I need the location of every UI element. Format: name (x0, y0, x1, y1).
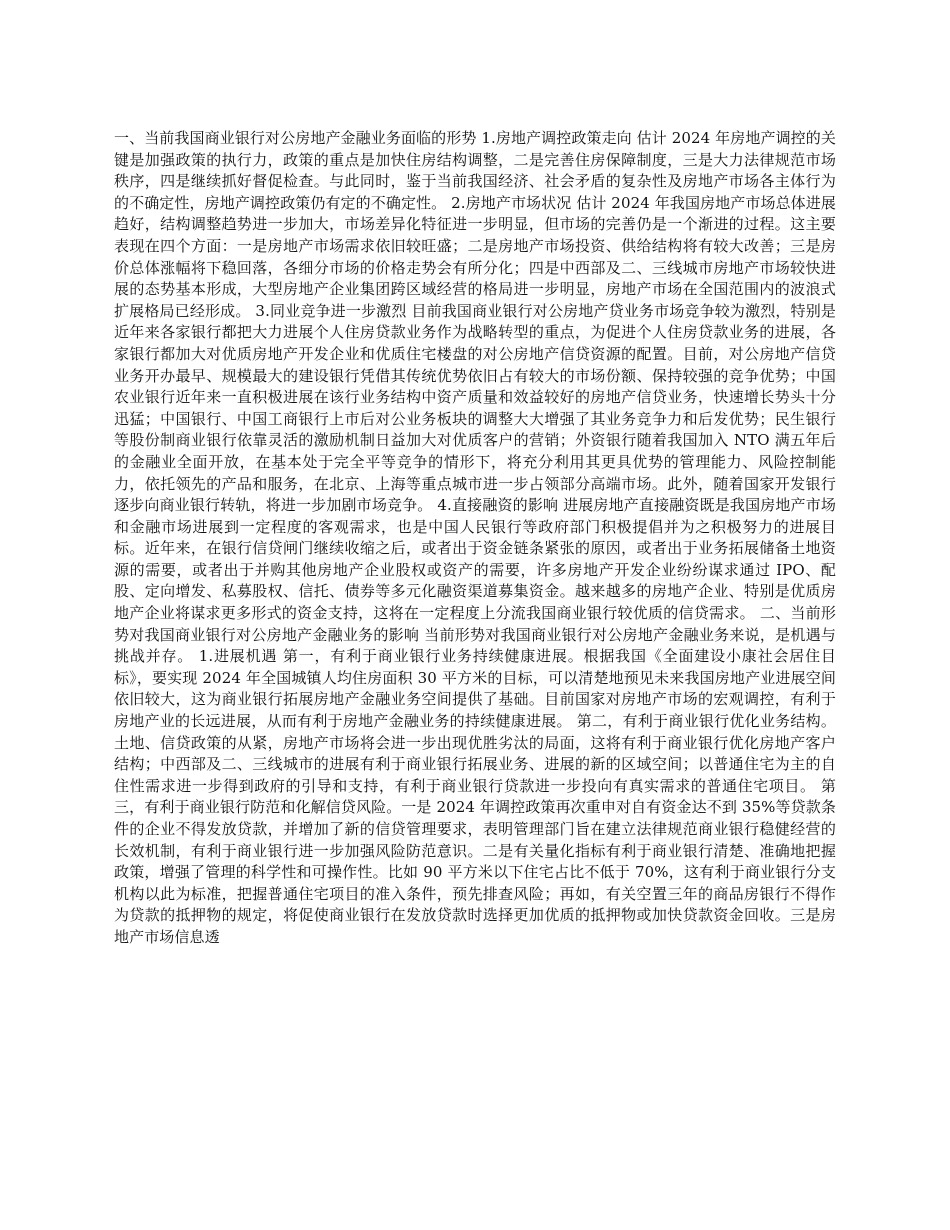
document-page (114, 128, 836, 949)
body-paragraph: 一、当前我国商业银行对公房地产金融业务面临的形势 1.房地产调控政策走向 估计 2024 年房地产调控的关键是加强政策的执行力，政策的重点是加快住房结构调整，二是完善住房保障制度，三是大力法律规范市场秩序，四是继续抓好督促检查。与此同时，鉴于当前我国经济、社会矛盾的复杂性及房地产市场各主体行为的不确定性，房地产调控政策仍有定的不确定性。 2.房地产市场状况 估计 2024 年我国房地产市场总体进展趋好，结构调整趋势进一步加大，市场差异化特征进一步明显，但市场的完善仍是一个渐进的过程。这主要表现在四个方面：一是房地产市场需求依旧较旺盛；二是房地产市场投资、供给结构将有较大改善；三是房价总体涨幅将下稳回落，各细分市场的价格走势会有所分化；四是中西部及二、三线城市房地产市场较快进展的态势基本形成，大型房地产企业集团跨区域经营的格局进一步明显，房地产市场在全国范围内的波浪式扩展格局已经形成。 3.同业竞争进一步激烈 目前我国商业银行对公房地产贷业务市场竞争较为激烈，特别是近年来各家银行都把大力进展个人住房贷款业务作为战略转型的重点，为促进个人住房贷款业务的进展，各家银行都加大对优质房地产开发企业和优质住宅楼盘的对公房地产信贷资源的配置。目前，对公房地产信贷业务开办最早、规模最大的建设银行凭借其传统优势依旧占有较大的市场份额、保持较强的竞争优势；中国农业银行近年来一直积极进展在该行业务结构中资产质量和效益较好的房地产信贷业务，快速增长势头十分迅猛；中国银行、中国工商银行上市后对公业务板块的调整大大增强了其业务竞争力和后发优势；民生银行等股份制商业银行依靠灵活的激励机制日益加大对优质客户的营销；外资银行随着我国加入 NTO 满五年后的金融业全面开放，在基本处于完全平等竞争的情形下，将充分利用其更具优势的管理能力、风险控制能力，依托领先的产品和服务，在北京、上海等重点城市进一步占领部分高端市场。此外，随着国家开发银行逐步向商业银行转轨，将进一步加剧市场竞争。 4.直接融资的影响 进展房地产直接融资既是我国房地产市场和金融市场进展到一定程度的客观需求，也是中国人民银行等政府部门积极提倡并为之积极努力的进展目标。近年来，在银行信贷闸门继续收缩之后，或者出于资金链条紧张的原因，或者出于业务拓展储备土地资源的需要，或者出于并购其他房地产企业股权或资产的需要，许多房地产开发企业纷纷谋求通过 IPO、配股、定向增发、私募股权、信托、债券等多元化融资渠道募集资金。越来越多的房地产企业、特别是优质房地产企业将谋求更多形式的资金支持，这将在一定程度上分流我国商业银行较优质的信贷需求。 二、当前形势对我国商业银行对公房地产金融业务的影响 当前形势对我国商业银行对公房地产金融业务来说，是机遇与挑战并存。 1.进展机遇 第一，有利于商业银行业务持续健康进展。根据我国《全面建设小康社会居住目标》，要实现 2024 年全国城镇人均住房面积 30 平方米的目标，可以清楚地预见未来我国房地产业进展空间依旧较大，这为商业银行拓展房地产金融业务空间提供了基础。目前国家对房地产市场的宏观调控，有利于房地产业的长远进展，从而有利于房地产金融业务的持续健康进展。 第二，有利于商业银行优化业务结构。土地、信贷政策的从紧，房地产市场将会进一步出现优胜劣汰的局面，这将有利于商业银行优化房地产客户结构；中西部及二、三线城市的进展有利于商业银行拓展业务、进展的新的区域空间；以普通住宅为主的自住性需求进一步得到政府的引导和支持，有利于商业银行贷款进一步投向有真实需求的普通住宅项目。 第三，有利于商业银行防范和化解信贷风险。一是 2024 年调控政策再次重申对自有资金达不到 35%等贷款条件的企业不得发放贷款，并增加了新的信贷管理要求，表明管理部门旨在建立法律规范商业银行稳健经营的长效机制，有利于商业银行进一步加强风险防范意识。二是有关量化指标有利于商业银行清楚、准确地把握政策，增强了管理的科学性和可操作性。比如 90 平方米以下住宅占比不低于 70%，这有利于商业银行分支机构以此为标准，把握普通住宅项目的准入条件，预先排查风险；再如，有关空置三年的商品房银行不得作为贷款的抵押物的规定，将促使商业银行在发放贷款时选择更加优质的抵押物或加快贷款资金回收。三是房地产市场信息透 (114, 129, 836, 946)
